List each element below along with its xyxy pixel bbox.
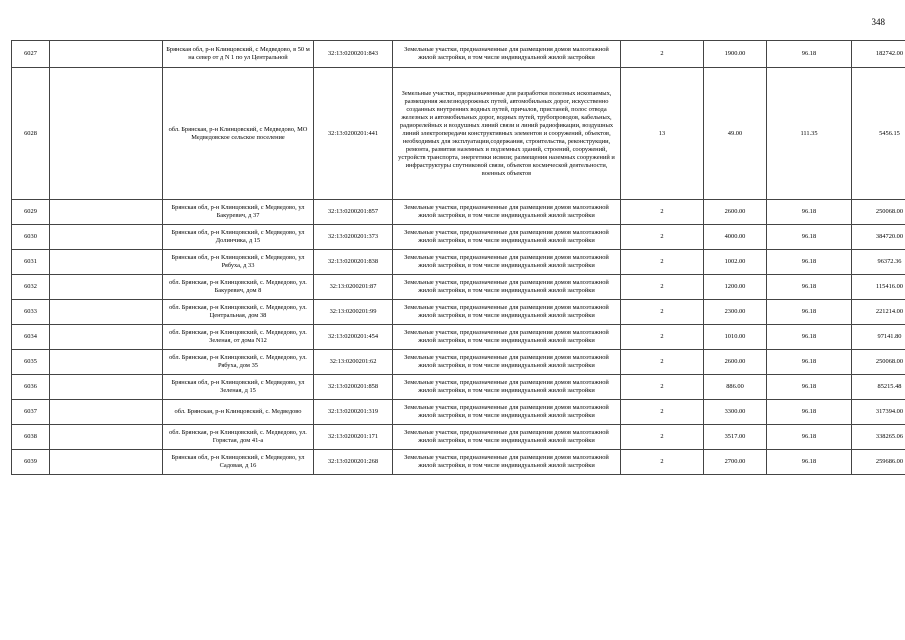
table-row [12, 375, 905, 400]
specific-value-cell: 96.18 [767, 41, 852, 68]
area-cell: 2600.00 [704, 200, 767, 225]
table-row [12, 200, 905, 225]
cadastral-number-cell: 32:13:0200201:441 [314, 68, 393, 200]
group-code-cell: 2 [621, 250, 704, 275]
area-cell: 2700.00 [704, 450, 767, 475]
row-number-cell: 6038 [12, 425, 50, 450]
address-cell: обл. Брянская, р-н Клинцовский, с. Медведово, ул. Бакуревич, дом 8 [163, 275, 314, 300]
area-cell: 49.00 [704, 68, 767, 200]
group-code-cell: 2 [621, 225, 704, 250]
page-number: 348 [871, 17, 885, 27]
table-row [12, 225, 905, 250]
cadastral-value-cell: 259686.00 [852, 450, 905, 475]
table-row [12, 300, 905, 325]
row-number-cell: 6039 [12, 450, 50, 475]
row-number-cell: 6033 [12, 300, 50, 325]
cadastral-value-cell: 115416.00 [852, 275, 905, 300]
cadastral-value-cell: 85215.48 [852, 375, 905, 400]
cadastral-number-cell: 32:13:0200201:99 [314, 300, 393, 325]
address-cell: Брянская обл, р-н Клинцовский, с Медведово, ул Зеленая, д 15 [163, 375, 314, 400]
address-cell: обл. Брянская, р-н Клинцовский, с Медведово, МО Медведовское сельское поселение [163, 68, 314, 200]
table-row [12, 325, 905, 350]
specific-value-cell: 96.18 [767, 300, 852, 325]
land-use-cell: Земельные участки, предназначенные для размещения домов малоэтажной жилой застройки, в том числе индивидуальной жилой застройки [393, 300, 621, 325]
address-cell: обл. Брянская, р-н Клинцовский, с. Медведово, ул. Рябуха, дом 35 [163, 350, 314, 375]
cadastral-number-cell: 32:13:0200201:373 [314, 225, 393, 250]
address-cell: Брянская обл, р-н Клинцовский, с Медведово, ул Садовая, д 16 [163, 450, 314, 475]
empty-cell [50, 250, 163, 275]
empty-cell [50, 425, 163, 450]
table-body [12, 41, 905, 475]
empty-cell [50, 350, 163, 375]
area-cell: 4000.00 [704, 225, 767, 250]
row-number-cell: 6032 [12, 275, 50, 300]
cadastral-value-cell: 221214.00 [852, 300, 905, 325]
specific-value-cell: 96.18 [767, 325, 852, 350]
row-number-cell: 6029 [12, 200, 50, 225]
land-use-cell: Земельные участки, предназначенные для размещения домов малоэтажной жилой застройки, в том числе индивидуальной жилой застройки [393, 450, 621, 475]
empty-cell [50, 275, 163, 300]
cadastral-value-cell: 97141.80 [852, 325, 905, 350]
cadastral-number-cell: 32:13:0200201:858 [314, 375, 393, 400]
specific-value-cell: 111.35 [767, 68, 852, 200]
table-row [12, 425, 905, 450]
group-code-cell: 2 [621, 200, 704, 225]
specific-value-cell: 96.18 [767, 225, 852, 250]
empty-cell [50, 200, 163, 225]
group-code-cell: 2 [621, 325, 704, 350]
cadastral-value-cell: 5456.15 [852, 68, 905, 200]
group-code-cell: 2 [621, 275, 704, 300]
specific-value-cell: 96.18 [767, 375, 852, 400]
empty-cell [50, 375, 163, 400]
land-use-cell: Земельные участки, предназначенные для размещения домов малоэтажной жилой застройки, в том числе индивидуальной жилой застройки [393, 350, 621, 375]
row-number-cell: 6035 [12, 350, 50, 375]
area-cell: 3300.00 [704, 400, 767, 425]
cadastral-number-cell: 32:13:0200201:454 [314, 325, 393, 350]
land-use-cell: Земельные участки, предназначенные для размещения домов малоэтажной жилой застройки, в том числе индивидуальной жилой застройки [393, 375, 621, 400]
row-number-cell: 6034 [12, 325, 50, 350]
area-cell: 1900.00 [704, 41, 767, 68]
table-row [12, 68, 905, 200]
area-cell: 2300.00 [704, 300, 767, 325]
row-number-cell: 6030 [12, 225, 50, 250]
area-cell: 886.00 [704, 375, 767, 400]
address-cell: обл. Брянская, р-н Клинцовский, с. Медведово, ул. Центральная, дом 38 [163, 300, 314, 325]
land-use-cell: Земельные участки, предназначенные для размещения домов малоэтажной жилой застройки, в том числе индивидуальной жилой застройки [393, 250, 621, 275]
cadastral-number-cell: 32:13:0200201:171 [314, 425, 393, 450]
group-code-cell: 2 [621, 300, 704, 325]
cadastral-value-cell: 182742.00 [852, 41, 905, 68]
table-row [12, 450, 905, 475]
empty-cell [50, 450, 163, 475]
empty-cell [50, 68, 163, 200]
address-cell: Брянская обл, р-н Клинцовский, с Медведово, ул Бакуревич, д 37 [163, 200, 314, 225]
empty-cell [50, 225, 163, 250]
cadastral-value-cell: 338265.06 [852, 425, 905, 450]
cadastral-number-cell: 32:13:0200201:87 [314, 275, 393, 300]
area-cell: 2600.00 [704, 350, 767, 375]
group-code-cell: 2 [621, 41, 704, 68]
land-use-cell: Земельные участки, предназначенные для размещения домов малоэтажной жилой застройки, в том числе индивидуальной жилой застройки [393, 225, 621, 250]
table-row [12, 250, 905, 275]
specific-value-cell: 96.18 [767, 250, 852, 275]
area-cell: 1200.00 [704, 275, 767, 300]
table-row [12, 350, 905, 375]
land-use-cell: Земельные участки, предназначенные для размещения домов малоэтажной жилой застройки, в том числе индивидуальной жилой застройки [393, 275, 621, 300]
area-cell: 1002.00 [704, 250, 767, 275]
cadastral-value-cell: 250068.00 [852, 350, 905, 375]
land-use-cell: Земельные участки, предназначенные для размещения домов малоэтажной жилой застройки, в том числе индивидуальной жилой застройки [393, 325, 621, 350]
row-number-cell: 6031 [12, 250, 50, 275]
specific-value-cell: 96.18 [767, 275, 852, 300]
row-number-cell: 6036 [12, 375, 50, 400]
group-code-cell: 2 [621, 400, 704, 425]
group-code-cell: 13 [621, 68, 704, 200]
land-use-cell: Земельные участки, предназначенные для размещения домов малоэтажной жилой застройки, в том числе индивидуальной жилой застройки [393, 200, 621, 225]
empty-cell [50, 300, 163, 325]
table-row [12, 400, 905, 425]
address-cell: обл. Брянская, р-н Клинцовский, с. Медведово, ул. Зеленая, от дома N12 [163, 325, 314, 350]
cadastral-number-cell: 32:13:0200201:843 [314, 41, 393, 68]
group-code-cell: 2 [621, 350, 704, 375]
empty-cell [50, 400, 163, 425]
specific-value-cell: 96.18 [767, 200, 852, 225]
address-cell: обл. Брянская, р-н Клинцовский, с. Медведово [163, 400, 314, 425]
land-use-cell: Земельные участки, предназначенные для разработки полезных ископаемых, размещения железнодорожных путей, автомобильных дорог, искусственно созданных внутренних водных путей, причалов, пристаней, полос отвода железных и автомобильных дорог, водных путей, трубопроводов, кабельных, радиорелейных и воздушных линий связи и линий радиофикации, воздушных линий электропередачи конструктивных элементов и сооружений, объектов, необходимых для эксплуатации,содержания, строительства, реконструкции, ремонта, развития наземных и подземных зданий, строений, сооружений, устройств транспорта, энергетики исвязи; размещения наземных сооружений и инфраструктуры спутниковой связи, объектов космической деятельности, военных объектов [393, 68, 621, 200]
land-registry-table [11, 40, 905, 475]
cadastral-number-cell: 32:13:0200201:319 [314, 400, 393, 425]
row-number-cell: 6028 [12, 68, 50, 200]
cadastral-number-cell: 32:13:0200201:62 [314, 350, 393, 375]
address-cell: Брянская обл, р-н Клинцовский, с Медведово, в 50 м на север от д N 1 по ул Центральной [163, 41, 314, 68]
group-code-cell: 2 [621, 375, 704, 400]
empty-cell [50, 325, 163, 350]
table-row [12, 41, 905, 68]
empty-cell [50, 41, 163, 68]
address-cell: Брянская обл, р-н Клинцовский, с Медведово, ул Рябуха, д 33 [163, 250, 314, 275]
cadastral-value-cell: 317394.00 [852, 400, 905, 425]
cadastral-value-cell: 96372.36 [852, 250, 905, 275]
table-row [12, 275, 905, 300]
row-number-cell: 6027 [12, 41, 50, 68]
area-cell: 3517.00 [704, 425, 767, 450]
specific-value-cell: 96.18 [767, 400, 852, 425]
group-code-cell: 2 [621, 425, 704, 450]
cadastral-number-cell: 32:13:0200201:838 [314, 250, 393, 275]
land-use-cell: Земельные участки, предназначенные для размещения домов малоэтажной жилой застройки, в том числе индивидуальной жилой застройки [393, 41, 621, 68]
land-use-cell: Земельные участки, предназначенные для размещения домов малоэтажной жилой застройки, в том числе индивидуальной жилой застройки [393, 400, 621, 425]
address-cell: Брянская обл, р-н Клинцовский, с Медведово, ул Долинчика, д 15 [163, 225, 314, 250]
cadastral-value-cell: 250068.00 [852, 200, 905, 225]
land-use-cell: Земельные участки, предназначенные для размещения домов малоэтажной жилой застройки, в том числе индивидуальной жилой застройки [393, 425, 621, 450]
group-code-cell: 2 [621, 450, 704, 475]
cadastral-number-cell: 32:13:0200201:857 [314, 200, 393, 225]
specific-value-cell: 96.18 [767, 350, 852, 375]
row-number-cell: 6037 [12, 400, 50, 425]
address-cell: обл. Брянская, р-н Клинцовский, с. Медведово, ул. Горястая, дом 41-а [163, 425, 314, 450]
cadastral-value-cell: 384720.00 [852, 225, 905, 250]
area-cell: 1010.00 [704, 325, 767, 350]
specific-value-cell: 96.18 [767, 450, 852, 475]
specific-value-cell: 96.18 [767, 425, 852, 450]
cadastral-number-cell: 32:13:0200201:268 [314, 450, 393, 475]
